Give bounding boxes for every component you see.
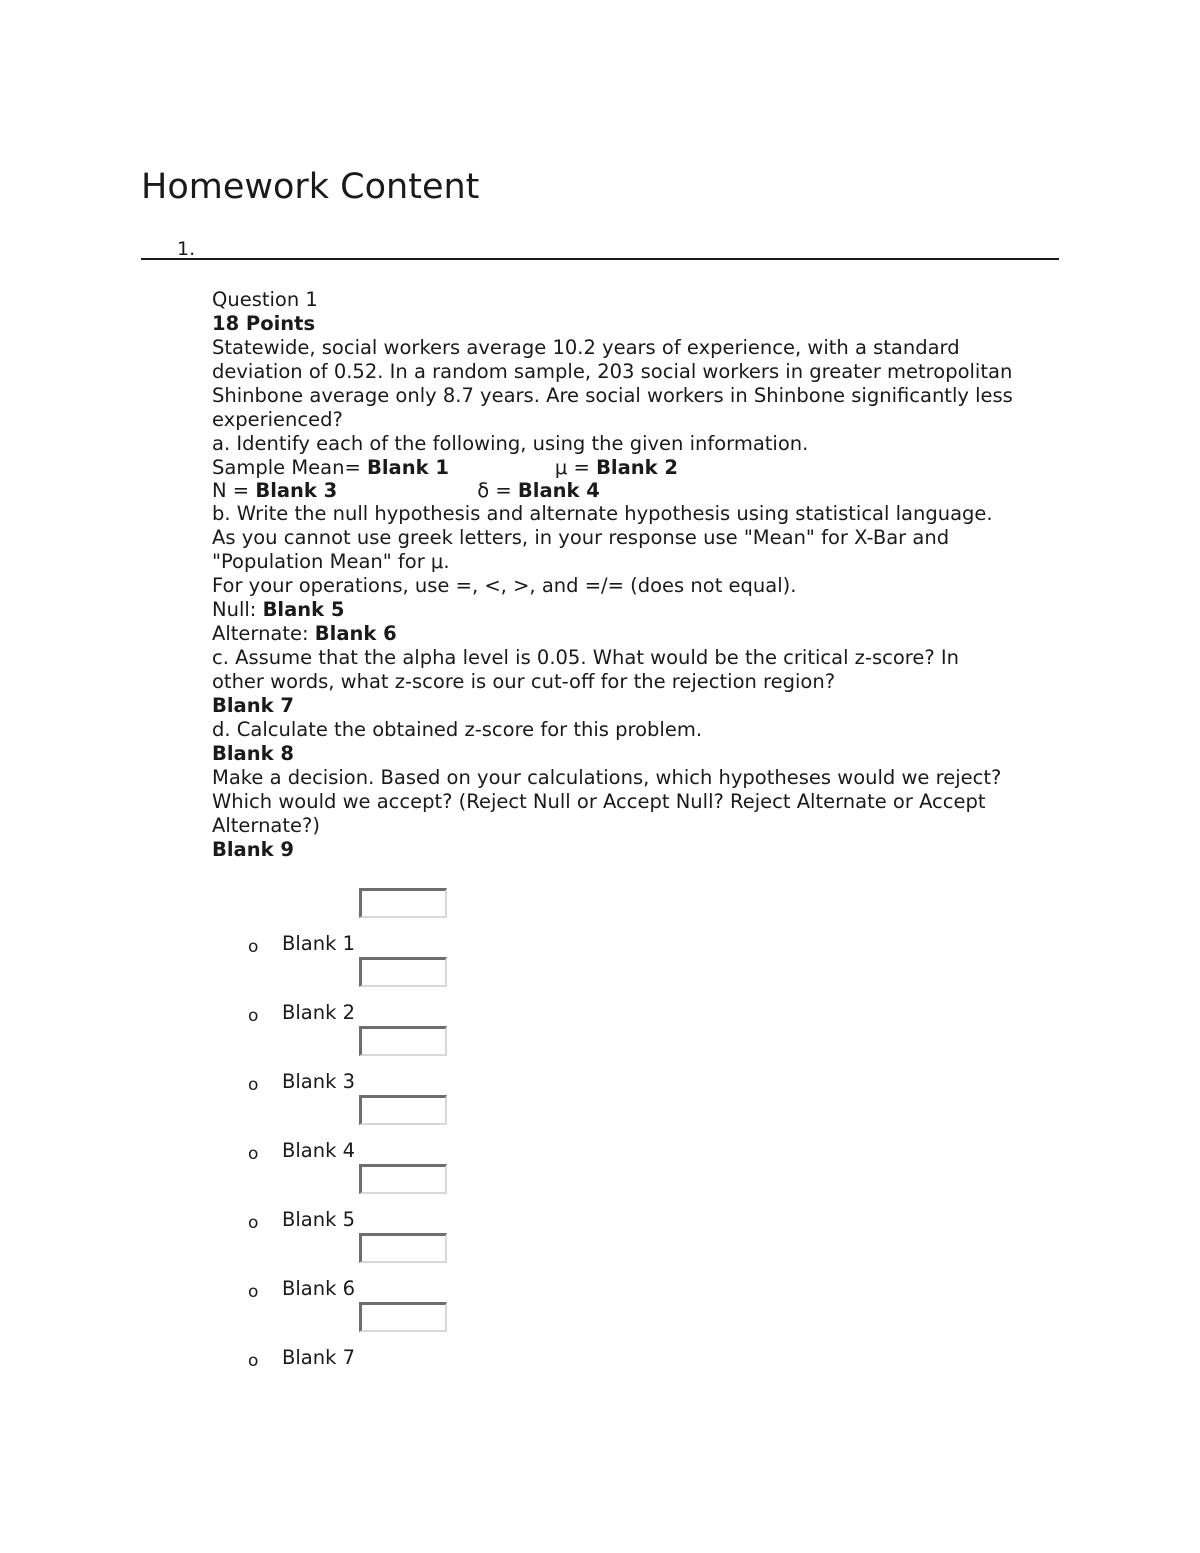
answer-blank-item <box>248 1026 548 1095</box>
question-stem-line: deviation of 0.52. In a random sample, 203 social workers in greater metropolitan <box>212 360 1013 383</box>
blank-6-input[interactable] <box>359 1233 447 1263</box>
blank-3-label: Blank 3 <box>282 1070 356 1093</box>
blank-7-input[interactable] <box>359 1302 447 1332</box>
question-points: 18 Points <box>212 312 316 335</box>
part-b-line: "Population Mean" for μ. <box>212 550 450 573</box>
answer-blank-item <box>248 957 548 1026</box>
blank-4-input[interactable] <box>359 1095 447 1125</box>
blank-3-input[interactable] <box>359 1026 447 1056</box>
part-b-line: As you cannot use greek letters, in your response use "Mean" for X-Bar and <box>212 526 950 549</box>
blank-7-ref: Blank 7 <box>212 694 294 717</box>
blank-7-label: Blank 7 <box>282 1346 356 1369</box>
blank-5-input[interactable] <box>359 1164 447 1194</box>
bullet-icon: o <box>248 1006 259 1026</box>
answer-blank-item <box>248 1233 548 1302</box>
sample-mean-row <box>212 456 1072 480</box>
item-number: 1. <box>177 238 196 260</box>
bullet-icon: o <box>248 1213 259 1233</box>
answer-blanks-list <box>248 888 548 1371</box>
blank-5-label: Blank 5 <box>282 1208 356 1231</box>
bullet-icon: o <box>248 1282 259 1302</box>
blank-5-ref: Blank 5 <box>262 598 345 621</box>
mu-label: μ = <box>554 456 597 479</box>
answer-blank-item <box>248 1095 548 1164</box>
n-delta-row <box>212 480 1072 502</box>
blank-9-ref: Blank 9 <box>212 838 294 861</box>
question-stem-line: Statewide, social workers average 10.2 years of experience, with a standard <box>212 336 960 359</box>
question-label: Question 1 <box>212 288 318 311</box>
delta-label: δ = <box>477 479 518 502</box>
n-label: N = <box>212 479 256 502</box>
question-block <box>212 288 1072 862</box>
part-c-line: c. Assume that the alpha level is 0.05. What would be the critical z-score? In <box>212 646 960 669</box>
null-row <box>212 598 1072 622</box>
blank-4-ref: Blank 4 <box>517 479 600 502</box>
alternate-label: Alternate: <box>212 622 315 645</box>
blank-8-ref: Blank 8 <box>212 742 294 765</box>
decision-line: Which would we accept? (Reject Null or Accept Null? Reject Alternate or Accept <box>212 790 986 813</box>
blank-2-label: Blank 2 <box>282 1001 356 1024</box>
decision-line: Make a decision. Based on your calculations, which hypotheses would we reject? <box>212 766 1002 789</box>
blank-1-label: Blank 1 <box>282 932 356 955</box>
part-d-text: d. Calculate the obtained z-score for this problem. <box>212 718 703 741</box>
null-label: Null: <box>212 598 263 621</box>
bullet-icon: o <box>248 1075 259 1095</box>
blank-6-ref: Blank 6 <box>314 622 397 645</box>
page-title: Homework Content <box>141 167 480 207</box>
bullet-icon: o <box>248 937 259 957</box>
blank-1-input[interactable] <box>359 888 447 918</box>
question-stem-line: Shinbone average only 8.7 years. Are social workers in Shinbone significantly less <box>212 384 1013 407</box>
blank-1-ref: Blank 1 <box>366 456 449 479</box>
question-stem-line: experienced? <box>212 408 343 431</box>
blank-4-label: Blank 4 <box>282 1139 356 1162</box>
answer-blank-item <box>248 1164 548 1233</box>
blank-6-label: Blank 6 <box>282 1277 356 1300</box>
part-b-line: b. Write the null hypothesis and alternate hypothesis using statistical language. <box>212 502 993 525</box>
decision-line: Alternate?) <box>212 814 320 837</box>
answer-blank-item <box>248 888 548 957</box>
divider <box>141 258 1059 260</box>
blank-3-ref: Blank 3 <box>255 479 338 502</box>
alternate-row <box>212 622 1072 646</box>
answer-blank-item <box>248 1302 548 1371</box>
sample-mean-label: Sample Mean= <box>212 456 367 479</box>
blank-2-input[interactable] <box>359 957 447 987</box>
bullet-icon: o <box>248 1351 259 1371</box>
part-b-line: For your operations, use =, <, >, and =/= (does not equal). <box>212 574 797 597</box>
blank-2-ref: Blank 2 <box>596 456 678 479</box>
bullet-icon: o <box>248 1144 259 1164</box>
part-c-line: other words, what z-score is our cut-off for the rejection region? <box>212 670 836 693</box>
part-a-text: a. Identify each of the following, using the given information. <box>212 432 809 455</box>
